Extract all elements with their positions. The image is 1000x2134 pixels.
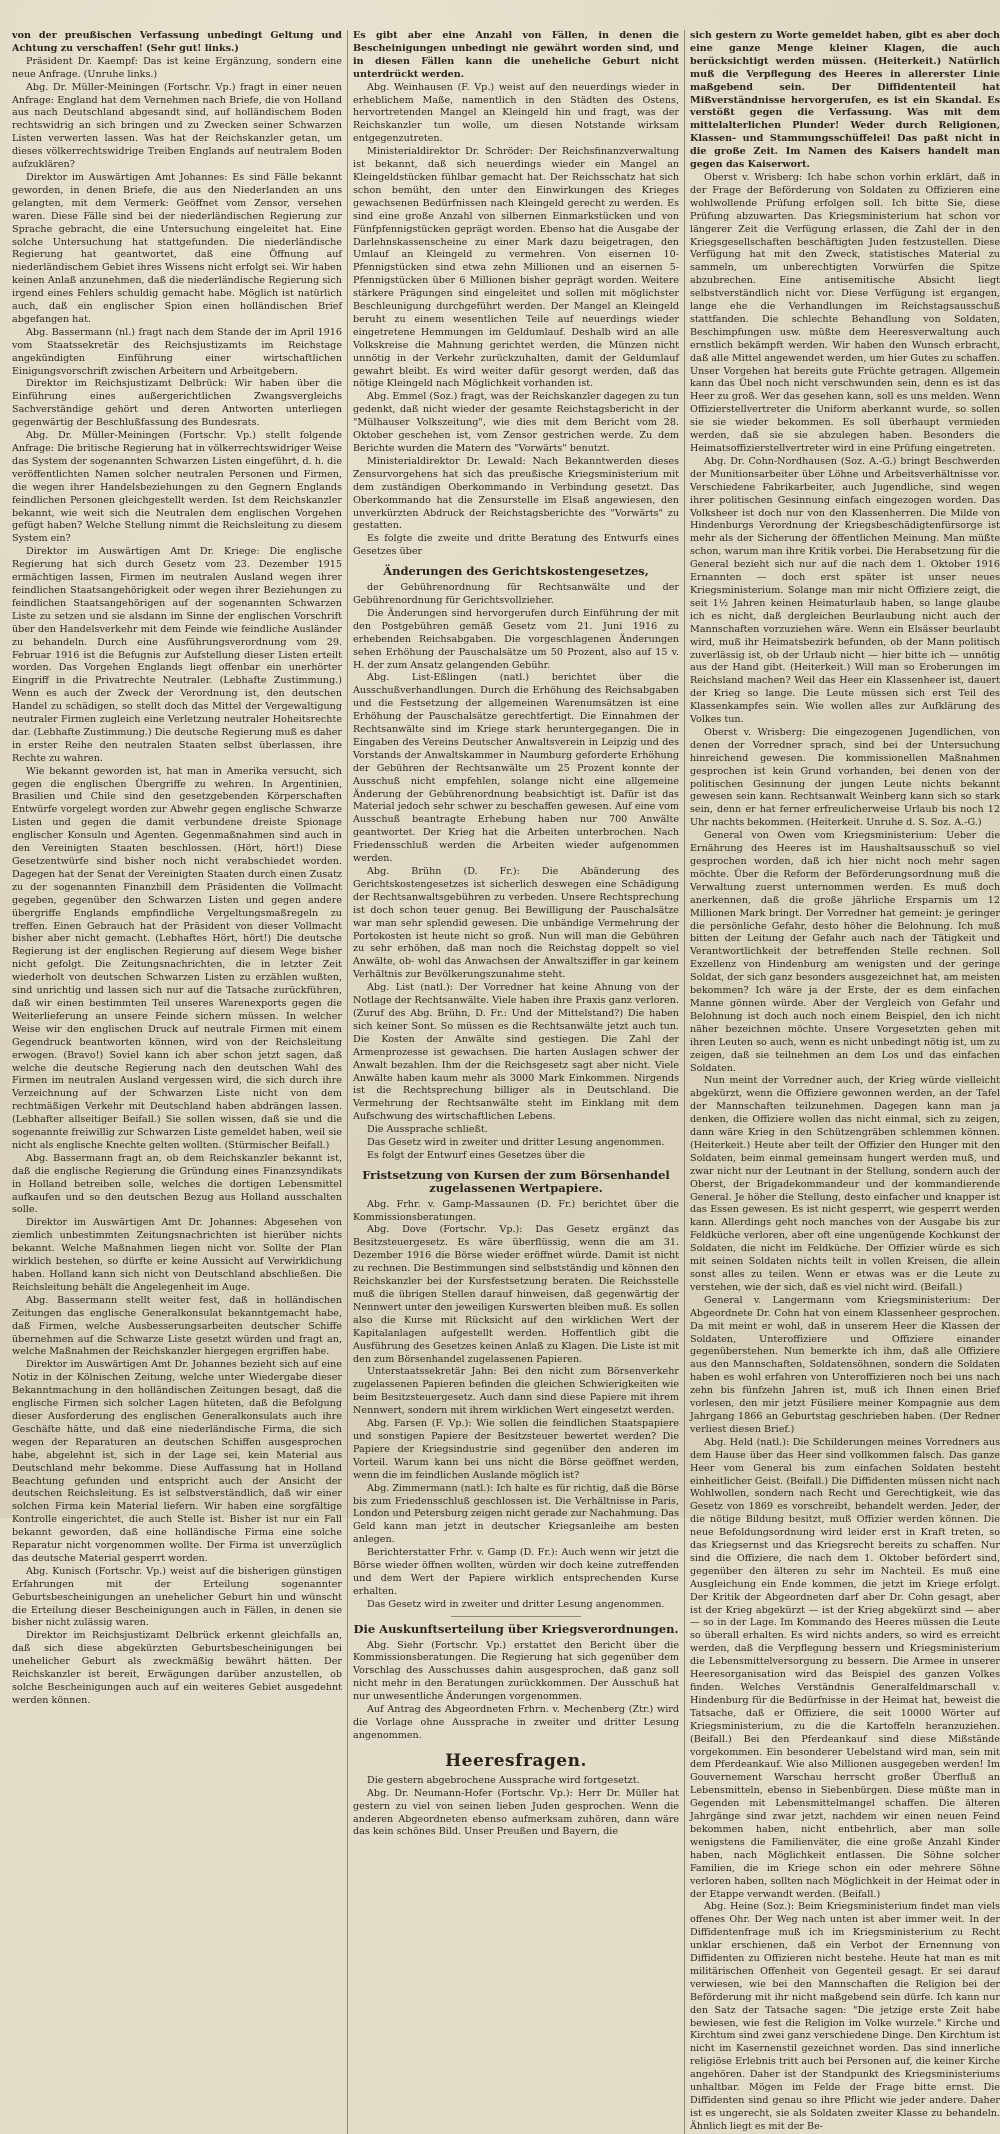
paragraph: Wie bekannt geworden ist, hat man in Amerika versucht, sich gegen die englischen Übergriffe zu wehren. In Argentinien, Brasilien und Chile sind den gesetzgebenden Körperschaften Entwürfe vorgelegt worden zur Abwehr gegen englische Schwarze Listen und gegen die damit verbundene dreiste Spionage englischer Konsuln und Agenten. Gegenmaßnahmen sind auch in den Vereinigten Staaten beschlossen. (Hört, hört!) Diese Gesetzentwürfe sind bisher noch nicht verabschiedet worden. Dagegen hat der Senat der Vereinigten Staaten durch einen Zusatz zu der sogenannten Finanzbill dem Präsidenten die Vollmacht gegeben, gegenüber den Schwarzen Listen und gegen andere übergriffe Englands empfindliche Vergeltungsmaßregeln zu treffen. Einen Gebrauch hat der Präsident von dieser Vollmacht bisher aber nicht gemacht. (Lebhaftes Hört, hört!) Die deutsche Regierung ist der englischen Regierung auf diesem Wege bisher nicht gefolgt. Die Zeitungsnachrichten, die in letzter Zeit wiederholt von deutschen Schwarzen Listen zu erzählen wußten, sind unrichtig und lassen sich nur auf die Tatsache zurückführen, daß wir einen bestimmten Teil unseres Warenexports gegen die Weiterlieferung an unsere Feinde sichern müssen. In welcher Weise wir den englischen Druck auf neutrale Firmen mit einem Gegendruck beantworten können, wird von der Reichsleitung erwogen. (Bravo!) Soviel kann ich aber schon jetzt sagen, daß welche die deutsche Regierung nach den deutschen Wahl des Firmen im neutralen Ausland vergessen wird, die sich durch ihre Verzeichnung auf der Schwarzen Liste nicht von dem rechtmäßigen Verkehr mit Deutschland haben abdrängen lassen. (Lebhafter allseitiger Beifall.) Sie sollen wissen, daß sie und die sogenannte freiwillig zur Schwarzen Liste gemeldet haben, weil sie nicht als englische Knechte gelten wollten. (Stürmischer Beifall.) xyxy=(12,765,342,1151)
text-columns xyxy=(12,30,1000,2132)
paragraph: Oberst v. Wrisberg: Ich habe schon vorhin erklärt, daß in der Frage der Beförderung von Soldaten zu Offizieren eine wohlwollende Prüfung erfolgen soll. Ich bitte Sie, diese Prüfung abzuwarten. Das Kriegsministerium hat schon vor längerer Zeit die Verfügung erlassen, die Zahl der in den Kriegsgesellschaften beschäftigten Juden festzustellen. Diese Verfügung hat mit den Zweck, statistisches Material zu sammeln, um unberechtigten Vorwürfen die Spitze abzubrechen. Eine antisemitische Absicht liegt selbstverständlich nicht vor. Diese Verfügung ist ergangen, lange ehe die Verhandlungen im Reichstagsausschuß stattfanden. Die schlechte Behandlung von Soldaten, Beschimpfungen usw. müßte dem Heeresverwaltung auch ernstlich bekämpft werden. Wir haben den Wunsch erbracht, daß alle Mittel angewendet werden, um hier Gutes zu schaffen. Unser Vorgehen hat bereits gute Früchte getragen. Allgemein kann das Übel noch nicht verschwunden sein, denn es ist das Heer zu groß. Wer das gesehen kann, soll es uns melden. Wenn Offizierstellvertreter die Uniform aberkannt wurde, so sollen sie sie wieder bekommen. Es soll überhaupt vermieden werden, daß sie sie abzulegen haben. Besonders die Heimatsoffizierstellvertreter wird in eine Prüfung eingetreten. xyxy=(690,171,1000,454)
column-middle-part4 xyxy=(353,1640,679,1743)
paragraph: Die Änderungen sind hervorgerufen durch Einführung der mit den Postgebühren gemäß Gesetz vom 21. Juni 1916 zu erhebenden Reichsabgaben. Die vorgeschlagenen Änderungen sehen Erhöhung der Pauschalsätze um 50 Prozent, also auf 15 v. H. der zum Ansatz gelangenden Gebühr. xyxy=(353,607,679,671)
paragraph: Abg. Emmel (Soz.) fragt, was der Reichskanzler dagegen zu tun gedenkt, daß nicht wieder der gesamte Reichstagsbericht in der "Mülhauser Volkszeitung", wie dies mit dem Bericht vom 28. Oktober geschehen ist, vom Zensor gestrichen werde. Zu dem Berichte wurden die Matern des "Vorwärts" benutzt. xyxy=(353,391,679,454)
paragraph: Abg. Bassermann (nl.) fragt nach dem Stande der im April 1916 vom Staatssekretär des Reichsjustizamts im Reichstage angekündigten Einführung einer wirtschaftlichen Einigungsvorschrift zwischen Arbeitern und Arbeitgebern. xyxy=(12,326,342,377)
paragraph: der Gebührenordnung für Rechtsanwälte und der Gebührenordnung für Gerichtsvollzieher. xyxy=(353,582,679,606)
paragraph: Oberst v. Wrisberg: Die eingezogenen Jugendlichen, von denen der Vorredner sprach, sind bei der Untersuchung hinreichend gewesen. Die kommissionellen Maßnahmen gesprochen ist kein Grund vorhanden, bei denen von der politischen Gesinnung der jungen Leute nichts bekannt gewesen sein kann. Rechtsanwalt Weinberg kann sich so stark sein, denn er hat ferner erfreulicherweise Urlaub bis noch 12 Uhr nachts bekommen. (Heiterkeit. Unruhe d. S. Soz. A.-G.) xyxy=(690,726,1000,829)
paragraph: Abg. Bassermann stellt weiter fest, daß in holländischen Zeitungen das englische Generalkonsulat bekanntgemacht habe, daß Firmen, welche Ausbesserungsarbeiten deutscher Schiffe übernehmen auf die Schwarze Liste gesetzt würden und fragt an, welche Maßnahmen der Reichskanzler hiergegen ergriffen habe. xyxy=(12,1294,342,1358)
paragraph: Die Aussprache schließt. xyxy=(367,1124,488,1136)
paragraph: Nun meint der Vorredner auch, der Krieg würde vielleicht abgekürzt, wenn die Offiziere gewonnen werden, an der Tafel der Mannschaften teilzunehmen. Dagegen kann man ja denken, die Offiziere wollen das nicht einmal, sich zu zeigen, dann wäre Krieg in den Schützengräben schlemmen können. (Heiterkeit.) Heute aber teilt der Offizier den Hunger mit den Soldaten, beim einmal gemeinsam hungert werden muß, und zwar nicht nur der Leutnant in der Stellung, sondern auch der Oberst, der Brigadekommandeur und der kommandierende General. Je höher die Stellung, desto einfacher und knapper ist das Essen gewesen. Es ist nicht gesperrt, wie gesperrt werden kann. Allerdings geht noch manches von der Ausgabe bis zur Feldküche verloren, aber oft eine ungenügende Kochkunst der Soldaten, die nicht im Feldküche. Der Offizier würde es sich mit seinen Soldaten nichts teilt in vollen Kreisen, die allein sonst alles zu teilen. Wenn er etwas was er die Leute zu verstehen, wie der sich, daß es viel nicht wird. (Beifall.) xyxy=(690,1075,1000,1293)
paragraph: Direktor im Auswärtigen Amt Dr. Johannes: Abgesehen von ziemlich unbestimmten Zeitungsnachrichten ist hierüber nichts bekannt. Welche Maßnahmen liegen nicht vor. Sollte der Plan wirklich bestehen, so dürfte er keine Aussicht auf Verwirklichung haben. Holland kann sich nicht von Deutschland abschließen. Die Reichsleitung behält die Angelegenheit im Auge. xyxy=(12,1217,342,1293)
paragraph: Die gestern abgebrochene Aussprache wird fortgesetzt. xyxy=(367,1774,640,1786)
paragraph: Ministerialdirektor Dr. Lewald: Nach Bekanntwerden dieses Zensurvorgehens hat sich das preußische Kriegsministerium mit dem zuständigen Oberkommando in Verbindung gesetzt. Das Oberkommando hat die Zensurstelle im Elsaß angewiesen, den unverkürzten Abdruck der Reichstagsberichte des "Vorwärts" zu gestatten. xyxy=(353,455,679,532)
paragraph: Abg. List-Eßlingen (natl.) berichtet über die Ausschußverhandlungen. Durch die Erhöhung des Reichsabgaben und die Festsetzung der allgemeinen Warenumsätzen ist eine Erhöhung der Pauschalsätze gerechtfertigt. Die Einnahmen der Rechtsanwälte sind im Kriege stark heruntergegangen. Die in Eingaben des Vereins Deutscher Anwaltsverein in Leipzig und des Vorstands der Anwaltskammer in Naumburg geforderte Erhöhung der Gebühren der Rechtsanwälte um 25 Prozent konnte der Ausschuß nicht empfehlen, solange nicht eine allgemeine Änderung der Gebührenordnung beabsichtigt ist. Dafür ist das Material jedoch sehr schwer zu beschaffen gewesen. Auf eine vom Ausschuß beantragte Erhebung haben nur 700 Anwälte geantwortet. Der Krieg hat die Arbeiten unterbrochen. Nach Friedensschluß werden die Arbeiten wieder aufgenommen werden. xyxy=(353,672,679,865)
column-left xyxy=(12,30,342,2134)
paragraph: von der preußischen Verfassung unbedingt Geltung und Achtung zu verschaffen! (Sehr gut! links.) xyxy=(12,30,342,54)
column-middle-part5 xyxy=(353,1775,679,1840)
paragraph: Direktor im Reichsjustizamt Delbrück erkennt gleichfalls an, daß sich diese abgekürzten Geburtsbescheinigungen bei unehelicher Geburt als zweckmäßig bewährt hätten. Der Reichskanzler ist bereit, Erwägungen darüber anzustellen, ob solche Bescheinigungen auch auf ein weiteres Gebiet ausgedehnt werden können. xyxy=(12,1630,342,1706)
paragraph: Das Gesetz wird in zweiter und dritter Lesung angenommen. xyxy=(367,1137,665,1149)
paragraph: sich gestern zu Worte gemeldet haben, gibt es aber doch eine ganze Menge kleiner Klagen, die auch berücksichtigt werden müssen. (Heiterkeit.) Natürlich muß die Verpflegung des Heeres in allererster Linie maßgebend sein. Der Diffidententeil hat Mißverständnisse hervorgerufen, es ist ein Skandal. Es verstößt gegen die Verfassung. Was mit dem mittelalterlichen Plunder! Weder durch Religionen, Klassen- und Stammungsschüffelei! Das paßt nicht in die große Zeit. Im Namen des Kaisers handelt man gegen das Kaiserwort. xyxy=(690,30,1000,171)
paragraph: Direktor im Auswärtigen Amt Dr. Johannes bezieht sich auf eine Notiz in der Kölnischen Zeitung, welche unter Wiedergabe dieser Bekanntmachung in den holländischen Zeitungen besagt, daß die englische Firmen sich solcher Lagen hüteten, daß die Befolgung dieser Ausforderung des englischen Generalkonsulats auch ihre Geschäfte hätte, und daß eine niederländische Firma, die sich wegen der Reparaturen an deutschen Schiffen ausgesprochen habe, abgelehnt ist, sich in der Lage sei, kein Material aus Deutschland mehr bekomme. Diese Auffassung hat in Holland Beachtung gefunden und entspricht auch der Ansicht der deutschen Reichsleitung. Es ist selbstverständlich, daß wir einer solchen Firma kein Material liefern. Wir haben eine sorgfältige Kontrolle eingerichtet, die auch Stelle ist. Bisher ist nur ein Fall bekannt geworden, daß eine holländische Firma eine solche Reparatur nicht vorgenommen wollte. Der Firma ist unverzüglich das deutsche Material gesperrt worden. xyxy=(12,1359,342,1564)
paragraph: Abg. Farsen (F. Vp.): Wie sollen die feindlichen Staatspapiere und sonstigen Papiere der Besitzsteuer bewertet werden? Die Papiere der Kriegsindustrie sind gegenüber den anderen im Vorteil. Warum kann bei uns nicht die Börse geöffnet werden, wenn die im feindlichen Auslande möglich ist? xyxy=(353,1418,679,1481)
section-heading-auskunft: Die Auskunftserteilung über Kriegsverordnungen. xyxy=(353,1621,679,1636)
paragraph: Ministerialdirektor Dr. Schröder: Der Reichsfinanzverwaltung ist bekannt, daß sich neuerdings wieder ein Mangel an Kleingeldstücken fühlbar gemacht hat. Der Reichsschatz hat sich schon bemüht, den unter den Einwirkungen des Krieges gewachsenen Bedürfnissen nach Kleingeld gerecht zu werden. Es sind eine große Anzahl von silbernen Einmarkstücken und von Fünfpfennigstücken geprägt worden. Ebenso hat die Ausgabe der Darlehnskassenscheine zu einer Mark dazu beigetragen, den Umlauf an Kleingeld zu vermehren. Von eisernen 10-Pfennigstücken sind etwa zehn Millionen und an eisernen 5-Pfennigstücken über 6 Millionen bisher geprägt worden. Weitere stärkere Prägungen sind eingeleitet und sollen mit möglichster Beschleunigung durchgeführt werden. Der Mangel an Kleingeld beruht zu einem wesentlichen Teile auf neuerdings wieder eingetretene Hemmungen im Geldumlauf. Deshalb wird an alle Volkskreise die Mahnung gerichtet werden, die Münzen nicht unnötig in der Verkehr zurückzuhalten, damit der Geldumlauf gewahrt bleibt. Es wird weiter dafür gesorgt werden, daß das nötige Kleingeld nach Möglichkeit vorhanden ist. xyxy=(353,146,679,390)
paragraph: Abg. Dr. Müller-Meiningen (Fortschr. Vp.) stellt folgende Anfrage: Die britische Regierung hat in völkerrechtswidriger Weise das System der sogenannten Schwarzen Listen eingeführt, d. h. die veröffentlichten Namen solcher neutralen Personen und Firmen, die wegen ihrer Handelsbeziehungen zu den Gegnern Englands feindlichen Personen gleichgestellt werden. Ist dem Reichskanzler bekannt, wie weit sich die Neutralen dem englischen Vorgehen gefügt haben? Welche Stellung nimmt die Reichsleitung zu diesem System ein? xyxy=(12,430,342,545)
divider xyxy=(451,1616,581,1617)
paragraph: Unterstaatssekretär Jahn: Bei den nicht zum Börsenverkehr zugelassenen Papieren befinden die gleichen Schwierigkeiten wie beim Besitzsteuergesetz. Auch dann sind diese Papiere mit ihrem Nennwert, sondern mit ihrem wirklichen Wert eingesetzt werden. xyxy=(353,1366,679,1417)
paragraph: Abg. Dr. Müller-Meiningen (Fortschr. Vp.) fragt in einer neuen Anfrage: England hat dem Vernehmen nach Briefe, die von Holland aus nach Deutschland abgesandt sind, auf holländischem Boden rechtswidrig an sich bringen und zu Zwecken seiner Schwarzen Listen verwerten lassen. Was hat der Reichskanzler getan, um dieses völkerrechtswidrige Treiben Englands auf neutralem Boden aufzuklären? xyxy=(12,81,342,171)
paragraph: Auf Antrag des Abgeordneten Frhrn. v. Mechenberg (Ztr.) wird die Vorlage ohne Aussprache in zweiter und dritter Lesung angenommen. xyxy=(353,1704,679,1741)
paragraph: Abg. Dr. Cohn-Nordhausen (Soz. A.-G.) bringt Beschwerden der Munitionsarbeiter über Löhne und Arbeitsverhältnisse vor. Verschiedene Fabrikarbeiter, auch Jugendliche, sind wegen ihrer politischen Gesinnung einfach eingezogen worden. Das Volksheer ist doch nur von den Klassenherren. Die Milde von Hindenburgs Verordnung der Kriegsbeschädigtenfürsorge ist mehr als der Sicherung der öffentlichen Meinung. Man müßte schon, warum man ihre Kritik vorbei. Die Herabsetzung für die General bezieht sich nur auf die nach dem 1. Oktober 1916 Ernannten — doch erst später ist unser neues Kriegsministerium. Solange man mir nicht Offiziere zeigt, die seit 1½ Jahren keinen Heimaturlaub haben, so lange glaube ich es nicht, daß dergleichen Beurlaubung nicht auch der Mannschaften vorzuziehen wäre. Wenn ein Elsässer beurlaubt wird, muß ihr Heimatsbezirk befunden, ob der Mann politisch zuverlässig ist, ob der Urlaub nicht — hier bitte ich — unnötig aus der Hand gibt. (Heiterkeit.) Will man so Eroberungen im Reichsland machen? Weil das Heer ein Klassenheer ist, dauert der Krieg so lange. Die Leute müssen sich erst Teil des Klassenkampfes sein. Wie wollen alles zur Aufklärung des Volkes tun. xyxy=(690,455,1000,726)
paragraph: Abg. Heine (Soz.): Beim Kriegsministerium findet man viels offenes Ohr. Der Weg nach unten ist aber immer weit. In der Diffidentenfrage muß ich im Kriegsministerium zu Recht unklar erschienen, daß ein Verbot der Ernennung von Diffidenten zu Offizieren nicht bestehe. Heute hat man es mit militärischen Offenheit von Gegenteil gesagt. Er sei darauf verwiesen, wie bei den Mannschaften die Religion bei der Beförderung mit ihr nicht maßgebend sein dürfe. Ich kann nur den Satz der Tatsache sagen: "Die jetzige erste Zeit habe bewiesen, wie fest die Religion im Volke wurzele." Kirche und Kirchtum sind zwei ganz verschiedene Dinge. Den Kirchtum ist nicht im Kasernenstil gezeichnet worden. Das sind innerliche religiöse Erlebnis tritt auch bei Personen auf, die keiner Kirche angehören. Daher ist der Standpunkt des Kriegsministeriums unhaltbar. Mögen im Felde der Frage bitte ernst. Die Diffidenten sind genau so ihre Pflicht wie jeder andere. Daher ist es ungerecht, sie als Soldaten zweiter Klasse zu behandeln. Ähnlich liegt es mit der Be- xyxy=(690,1901,1000,2132)
paragraph: Direktor im Reichsjustizamt Delbrück: Wir haben über die Einführung eines außergerichtlichen Zwangsvergleichs Sachverständige gehört und deren Antworten unterliegen gegenwärtig der Beschlußfassung des Bundesrats. xyxy=(12,378,342,429)
column-right xyxy=(684,30,1000,2134)
paragraph: Abg. Weinhausen (F. Vp.) weist auf den neuerdings wieder in erheblichem Maße, namentlich in den Städten des Ostens, hervortretenden Mangel an Kleingeld hin und fragt, was der Reichskanzler tun wolle, um diesen Notstande wirksam entgegenzutreten. xyxy=(353,81,679,145)
column-middle-part1 xyxy=(353,30,679,559)
paragraph: Berichterstatter Frhr. v. Gamp (D. Fr.): Auch wenn wir jetzt die Börse wieder öffnen wollten, würden wir doch keine zutreffenden und dem Wert der Papiere wirklich entsprechenden Kurse erhalten. xyxy=(353,1547,679,1597)
paragraph: Präsident Dr. Kaempf: Das ist keine Ergänzung, sondern eine neue Anfrage. (Unruhe links.) xyxy=(12,55,342,80)
paragraph: Es folgt der Entwurf eines Gesetzes über die xyxy=(367,1149,586,1161)
paragraph: Das Gesetz wird in zweiter und dritter Lesung angenommen. xyxy=(367,1598,665,1610)
paragraph: Es folgte die zweite und dritte Beratung des Entwurfs eines Gesetzes über xyxy=(353,533,679,558)
paragraph: Abg. Kunisch (Fortschr. Vp.) weist auf die bisherigen günstigen Erfahrungen mit der Erteilung sogenannter Geburtsbescheinigungen an unehelicher Geburt hin und wünscht die Erteilung dieser Bescheinigungen auch in Fällen, in denen sie bisher nicht zulässig waren. xyxy=(12,1565,342,1629)
paragraph: Abg. Dr. Neumann-Hofer (Fortschr. Vp.): Herr Dr. Müller hat gestern zu viel von seinen lieben Juden gesprochen. Wenn die anderen Abgeordneten ebenso aufmerksam zuhören, dann wäre das kein schönes Bild. Unser Preußen und Bayern, die xyxy=(353,1787,679,1838)
paragraph: Es gibt aber eine Anzahl von Fällen, in denen die Bescheinigungen unbedingt nie gewährt worden sind, und in diesen Fällen kann die uneheliche Geburt nicht unterdrückt werden. xyxy=(353,30,679,80)
paragraph: Abg. Bassermann fragt an, ob dem Reichskanzler bekannt ist, daß die englische Regierung die Gründung eines Finanzsyndikats in Holland betreiben solle, welches die dortigen Lebensmittel aufkaufen und so den deutschen Bezug aus Holland ausschalten solle. xyxy=(12,1152,342,1216)
column-middle-part2 xyxy=(353,582,679,1163)
column-middle-part3 xyxy=(353,1199,679,1612)
paragraph: Abg. List (natl.): Der Vorredner hat keine Ahnung von der Notlage der Rechtsanwälte. Viele haben ihre Praxis ganz verloren. (Zuruf des Abg. Brühn, D. Fr.: Und der Mittelstand?) Die haben sich keiner Sont. So müssen es die Rechtsanwälte jetzt auch tun. Die Kosten der Anwälte sind gestiegen. Die Zahl der Armenprozesse ist gewachsen. Die harten Auslagen schwer der Anwalt bezahlen. Ihm der die Reichsgesetz sagt aber nicht. Viele Anwälte haben kaum mehr als 3000 Mark Einkommen. Nirgends ist die Rechtsprechung billiger als in Deutschland. Die Vermehrung der Rechtsanwälte steht im Einklang mit dem Aufschwung des wirtschaftlichen Lebens. xyxy=(353,982,679,1123)
paragraph: Abg. Brühn (D. Fr.): Die Abänderung des Gerichtskostengesetzes ist sicherlich deswegen eine Schädigung der Rechtsanwaltsgebühren zu verbeden. Unsere Rechtsprechung ist doch schon teuer genug. Bei Bewilligung der Pauschalsätze war man sehr splendid gewesen. Die unbändige Vermehrung der Portokosten ist heute nicht so groß. Nun will man die Gebühren zu sehr erhöhen, daß man noch die Reichstag doppelt so viel Anwälte, ob- wohl das Anwachsen der Anwaltsziffer in gar keinem Verhältnis zur Bevölkerungszunahme steht. xyxy=(353,866,679,981)
column-middle xyxy=(347,30,679,2134)
paragraph: Abg. Frhr. v. Gamp-Massaunen (D. Fr.) berichtet über die Kommissionsberatungen. xyxy=(353,1198,679,1223)
paragraph: General von Owen vom Kriegsministerium: Ueber die Ernährung des Heeres ist im Haushaltsausschuß so viel gesprochen worden, daß ich hier nicht noch mehr sagen möchte. Über die Reform der Beförderungsordnung muß die Verwaltung zuerst unternommen werden. Es muß doch anerkennen, daß die große jährliche Ersparnis um 12 Millionen Mark bringt. Der Vorredner hat gemeint: je geringer die persönliche Gefahr, desto höher die Belohnung. Ich muß bitten der Leitung der Gefahr auch nach der Tätigkeit und Verantwortlichkeit der betreffenden Stelle rechnen. Soll Exzellenz von Hindenburg am wenigsten und der geringe Soldat, der sich ganz besonders ausgezeichnet hat, am meisten bekommen? Ich wäre ja der Erste, der es dem einfachen Manne gönnen würde. Aber der Vergleich von Gefahr und Belohnung ist doch auch noch einem Beispiel, den ich nicht näher bezeichnen möchte. Unsere Vorgesetzten gehen mit ihren Leuten so auch, wenn es nicht unbedingt nötig ist, um zu zeigen, daß sie teilnehmen an dem Los und das einfachen Soldaten. xyxy=(690,830,1000,1074)
section-heading-gerichtskosten: Änderungen des Gerichtskostengesetzes, xyxy=(383,564,649,579)
paragraph: Direktor im Auswärtigen Amt Dr. Kriege: Die englische Regierung hat sich durch Gesetz vom 23. Dezember 1915 ermächtigen lassen, Firmen im neutralen Ausland wegen ihrer feindlichen Staatsangehörigkeit oder wegen ihrer Beziehungen zu feindlichen Staatsangehörigen auf der sogenannten Schwarzen Liste zu setzen und sie alsdann im Sinne der englischen Vorschrift über den Handelsverkehr mit dem Feinde wie feindliche Ausländer zu behandeln. Durch eine Ausführungsverordnung vom 29. Februar 1916 ist die Befugnis zur Aufstellung dieser Listen erteilt worden. Das Vorgehen Englands liegt offenbar ein unerhörter Eingriff in die Privatrechte Neutraler. (Lebhafte Zustimmung.) Wenn es auch der Zweck der Verordnung ist, den deutschen Handel zu schädigen, so stellt doch das Mittel der Vergewaltigung neutraler Firmen zugleich eine Verletzung neutraler Hoheitsrechte dar. (Lebhafte Zustimmung.) Die deutsche Regierung muß es daher in erster Reihe den neutralen Staaten selbst überlassen, ihre Rechte zu wahren. xyxy=(12,546,342,764)
paragraph: Abg. Held (natl.): Die Schilderungen meines Vorredners aus dem Hause über das Heer sind vollkommen falsch. Das ganze Heer vom General bis zum einfachen Soldaten besteht einheitlicher Geist. (Beifall.) Die Diffidenten müssen nicht nach Wohlwollen, sondern nach Recht und Gerechtigkeit, wie das Gesetz von 1869 es vorschreibt, behandelt werden. Jeder, der die nötige Bildung besitzt, muß Offizier werden können. Die neue Befoldungsordnung wird leider erst in Kraft treten, so das Kriegsernst und das Kriegsrecht bereits zu schaffen. Nur sind die Offiziere, die nach dem 1. Oktober befördert sind, gegenüber den älteren zu sehr im Nachteil. Es muß eine Ausgleichung ein Ende kommen, die jetzt im Kriege erfolgt. Der Kritik der Abgeordneten darf aber Dr. Cohn gesagt, aber ist der Krieg abgekürzt — ist der Krieg abgekürzt sind — aber — so in der Lage. Im Kommando des Heeres müssen die Leute so überall erhalten. Es wird nichts anders, so wird es erreicht werden, daß die Verpflegung bessern und Kriegsministerium die Lebensmittelversorgung zu bessern. Die Armee in unserer Heeresorganisation wird das Beispiel des ganzen Volkes finden. Welches Verständnis Generalfeldmarschall v. Hindenburg für die Bedürfnisse in der Heimat hat, beweist die Tatsache, daß er Offiziere, die seit 10000 Wörter auf Kriegsministerium, zu die die Kartoffeln heranzuziehen. (Beifall.) Bei den Pferdeankauf sind diese Mißstände vorgekommen. Ein besonderer Uebelstand wird man, sein mit dem Pferdeankauf. Wie also Millionen ausgegeben werden! Im Gouvernement Warschau herrscht großer Überfluß an Lebensmitteln, ebenso in Siebenbürgen. Diese müßte man in Gegenden mit Lebensmittelmangel schaffen. Die älteren Jahrgänge sind zwar jetzt, nachdem wir einen neuen Feind bekommen haben, nicht entbehrlich, aber man solle wenigstens die Familienväter, die eine große Anzahl Kinder haben, nach Möglichkeit entlassen. Die Söhne solcher Familien, die im Kriege schon ein oder mehrere Söhne verloren haben, sollten nach Möglichkeit in der Heimat oder in der Etappe verwandt werden. (Beifall.) xyxy=(690,1436,1000,1900)
paragraph: Abg. Siehr (Fortschr. Vp.) erstattet den Bericht über die Kommissionsberatungen. Die Regierung hat sich gegenüber dem Vorschlag des Ausschusses dahin ausgesprochen, daß ganz soll nicht mehr in den Beratungen zurückkommen. Der Ausschuß hat nur unwesentliche Änderungen vorgenommen. xyxy=(353,1639,679,1703)
section-heading-boersenhandel: Fristsetzung von Kursen der zum Börsenhandel zugelassenen Wertpapiere. xyxy=(362,1167,670,1195)
paragraph: Abg. Dove (Fortschr. Vp.): Das Gesetz ergänzt das Besitzsteuergesetz. Es wäre überflüssig, wenn die am 31. Dezember 1916 die Börse wieder eröffnet würde. Damit ist nicht zu rechnen. Die Bestimmungen sind selbstständig und können den Reichskanzler bei der Kursfestsetzung beraten. Die Reichsstelle muß die übrigen Stellen darauf hinweisen, daß gegenwärtig der Nennwert unter den jeweiligen Kurswerten bleiben muß. Es sollen also die Kurse mit Rücksicht auf den wirklichen Wert der Kapitalanlagen aufgestellt werden. Hoffentlich gibt die Ausführung des Gesetzes keinen Anlaß zu Klagen. Die Liste ist mit den zum Börsenhandel zugelassenen Papieren. xyxy=(353,1224,679,1365)
paragraph: Abg. Zimmermann (natl.): Ich halte es für richtig, daß die Börse bis zum Friedensschluß geschlossen ist. Die Verhältnisse in Paris, London und Petersburg zeigen nicht gerade zur Nachahmung. Das Geld kann man jetzt in deutscher Kriegsanleihe am besten anlegen. xyxy=(353,1482,679,1546)
paragraph: Direktor im Auswärtigen Amt Johannes: Es sind Fälle bekannt geworden, in denen Briefe, die aus den Niederlanden an uns gelangten, mit dem Vermerk: Geöffnet vom Zensor, versehen waren. Diese Fälle sind bei der niederländischen Regierung zur Sprache gebracht, die eine Untersuchung eingeleitet hat. Eine solche Untersuchung hat stattgefunden. Die niederländische Regierung hat geantwortet, daß eine Öffnung auf niederländischem Gebiet ihres Wissens nicht erfolgt sei. Wir haben keinen Anlaß anzunehmen, daß die niederländische Regierung sich irgend eines Fehlers schuldig gemacht habe. Möglich ist natürlich auch, daß ein englischer Spion einen holländischen Brief abgefangen hat. xyxy=(12,171,342,325)
paragraph: General v. Langermann vom Kriegsministerium: Der Abgeordnete Dr. Cohn hat von einem Klassenheer gesprochen. Da mit meint er wohl, daß in unserem Heer die Klassen der Soldaten, Unteroffiziere und Offiziere einander gegenüberstehen. Nun bemerkte ich ihm, daß alle Offiziere aus den Mannschaften, Soldatensöhnen, sondern die Soldaten haben es wohl erfahren von Unteroffizieren noch bei uns nach zehn bis fünfzehn Jahren ist, muß ich Ihnen einen Brief vorlesen, den mir jetzt Füsiliere meiner Kompagnie aus dem Jahrgang 1866 an Geburtstag geschrieben haben. (Der Redner verliest diesen Brief.) xyxy=(690,1294,1000,1435)
section-heading-heeresfragen: Heeresfragen. xyxy=(445,1750,587,1771)
